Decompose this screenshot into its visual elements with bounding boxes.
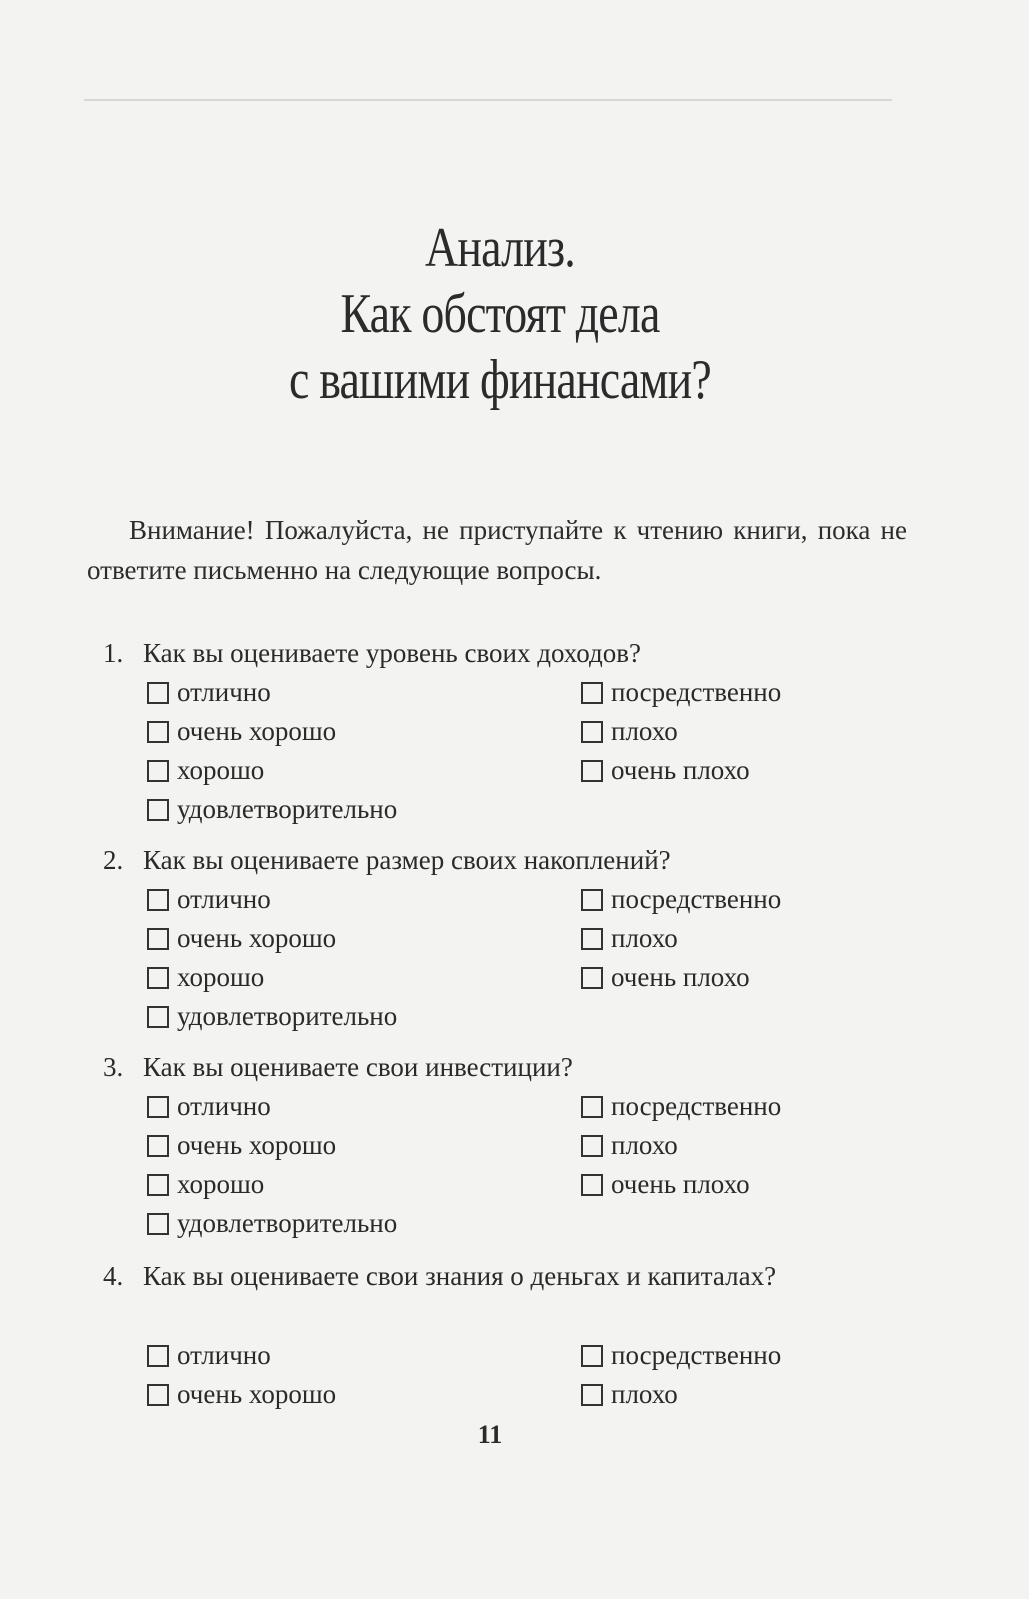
option-checkbox[interactable]: посредственно — [581, 880, 781, 919]
title-line: Анализ. — [425, 217, 575, 279]
intro-paragraph: Внимание! Пожалуйста, не приступайте к чтению книги, пока не ответите письменно на следующие вопросы. — [87, 515, 907, 585]
checkbox-icon[interactable] — [147, 1345, 169, 1367]
option-checkbox[interactable]: плохо — [581, 1126, 678, 1165]
option-checkbox[interactable]: хорошо — [147, 751, 264, 790]
option-checkbox[interactable]: отлично — [147, 673, 271, 712]
option-checkbox[interactable]: удовлетворительно — [147, 790, 397, 829]
checkbox-icon[interactable] — [581, 760, 603, 782]
checkbox-icon[interactable] — [147, 682, 169, 704]
question-text: Как вы оцениваете уровень своих доходов? — [143, 638, 641, 668]
checkbox-icon[interactable] — [581, 889, 603, 911]
question-text: Как вы оцениваете размер своих накоплений? — [143, 845, 671, 875]
checkbox-icon[interactable] — [147, 1213, 169, 1235]
page-number: 11 — [477, 1420, 503, 1449]
question-text: Как вы оцениваете свои инвестиции? — [143, 1052, 573, 1082]
question-number: 3. — [103, 1052, 124, 1082]
option-checkbox[interactable]: посредственно — [581, 1336, 781, 1375]
option-checkbox[interactable]: хорошо — [147, 1165, 264, 1204]
checkbox-icon[interactable] — [147, 1006, 169, 1028]
title-line: с вашими финансами? — [289, 349, 711, 411]
checkbox-icon[interactable] — [581, 1096, 603, 1118]
checkbox-icon[interactable] — [581, 928, 603, 950]
option-checkbox[interactable]: отлично — [147, 880, 271, 919]
option-checkbox[interactable]: удовлетворительно — [147, 1204, 397, 1243]
option-checkbox[interactable]: очень плохо — [581, 751, 750, 790]
checkbox-icon[interactable] — [581, 682, 603, 704]
question-4 — [103, 1256, 923, 1409]
title-line: Как обстоят дела — [340, 283, 660, 345]
header-rule-showthrough — [84, 99, 892, 101]
option-checkbox[interactable]: отлично — [147, 1087, 271, 1126]
checkbox-icon[interactable] — [147, 1174, 169, 1196]
checkbox-icon[interactable] — [147, 799, 169, 821]
checkbox-icon[interactable] — [581, 721, 603, 743]
checkbox-icon[interactable] — [581, 1345, 603, 1367]
checkbox-icon[interactable] — [581, 1384, 603, 1406]
question-number: 1. — [103, 638, 124, 668]
option-checkbox[interactable]: хорошо — [147, 958, 264, 997]
checkbox-icon[interactable] — [581, 1174, 603, 1196]
question-1 — [103, 633, 923, 824]
question-text: Как вы оцениваете свои знания о деньгах и капиталах? — [143, 1261, 777, 1291]
chapter-title — [140, 215, 860, 413]
checkbox-icon[interactable] — [147, 1384, 169, 1406]
checkbox-icon[interactable] — [147, 928, 169, 950]
option-checkbox[interactable]: плохо — [581, 1375, 678, 1414]
checkbox-icon[interactable] — [147, 721, 169, 743]
option-checkbox[interactable]: плохо — [581, 919, 678, 958]
option-checkbox[interactable]: посредственно — [581, 1087, 781, 1126]
option-checkbox[interactable]: отлично — [147, 1336, 271, 1375]
question-3 — [103, 1047, 923, 1238]
option-checkbox[interactable]: очень плохо — [581, 1165, 750, 1204]
checkbox-icon[interactable] — [581, 967, 603, 989]
option-checkbox[interactable]: очень плохо — [581, 958, 750, 997]
option-checkbox[interactable]: плохо — [581, 712, 678, 751]
checkbox-icon[interactable] — [147, 760, 169, 782]
checkbox-icon[interactable] — [581, 1135, 603, 1157]
question-number: 4. — [103, 1261, 124, 1291]
checkbox-icon[interactable] — [147, 967, 169, 989]
question-2 — [103, 840, 923, 1031]
option-checkbox[interactable]: удовлетворительно — [147, 997, 397, 1036]
option-checkbox[interactable]: очень хорошо — [147, 712, 336, 751]
option-checkbox[interactable]: очень хорошо — [147, 1126, 336, 1165]
option-checkbox[interactable]: посредственно — [581, 673, 781, 712]
option-checkbox[interactable]: очень хорошо — [147, 1375, 336, 1414]
checkbox-icon[interactable] — [147, 1135, 169, 1157]
option-checkbox[interactable]: очень хорошо — [147, 919, 336, 958]
checkbox-icon[interactable] — [147, 1096, 169, 1118]
question-number: 2. — [103, 845, 124, 875]
checkbox-icon[interactable] — [147, 889, 169, 911]
